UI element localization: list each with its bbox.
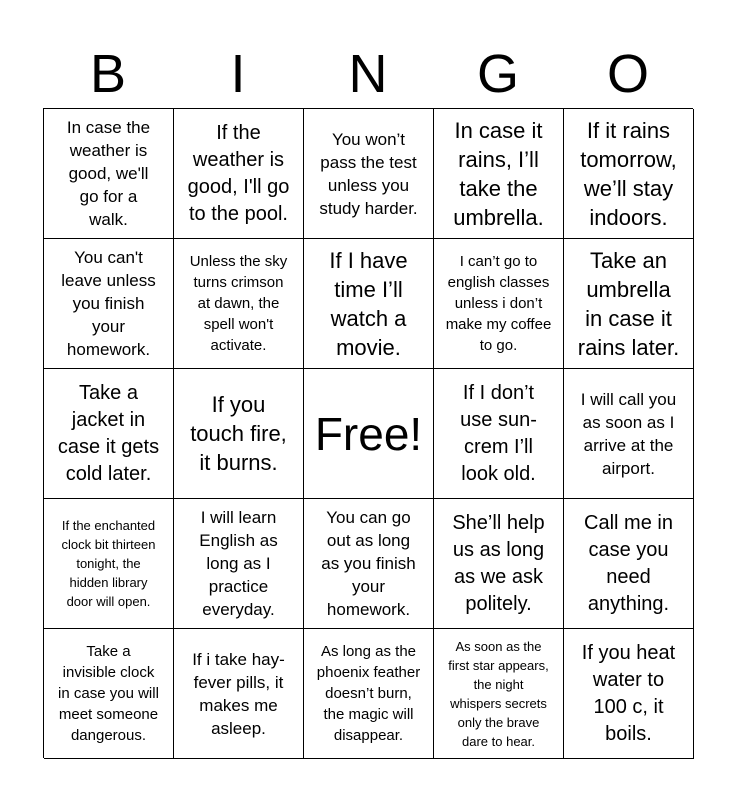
cell-text: If I have time I’ll watch a movie. [329,247,408,360]
cell-text: If i take hay- fever pills, it makes me asleep. [192,649,285,738]
cell-text: If the weather is good, I'll go to the pool. [187,121,290,225]
header-letter-n: N [348,44,388,104]
cell-text: In case it rains, I’ll take the umbrella. [453,117,544,230]
cell-text: She’ll help us as long as we ask politely. [452,511,545,615]
bingo-cell[interactable] [174,369,304,499]
bingo-cell[interactable] [564,499,694,629]
bingo-cell[interactable] [174,629,304,759]
cell-text: I will call you as soon as I arrive at the airport. [580,389,677,478]
cell-text: I will learn English as long as I practice everyday. [199,508,278,619]
cell-text: If it rains tomorrow, we’ll stay indoors. [580,117,677,230]
bingo-cell[interactable] [434,369,564,499]
bingo-cell[interactable] [44,239,174,369]
bingo-cell[interactable] [434,629,564,759]
cell-text: As soon as the first star appears, the night whispers secrets only the brave dare to hear. [448,638,549,749]
cell-text: If the enchanted clock bit thirteen tonight, the hidden library door will open. [61,518,156,609]
header-letter-g: G [476,44,519,104]
bingo-cell[interactable] [304,499,434,629]
bingo-cell[interactable] [304,629,434,759]
bingo-cell[interactable] [564,239,694,369]
bingo-grid [43,108,693,758]
bingo-cell[interactable] [564,369,694,499]
bingo-cell[interactable] [44,629,174,759]
cell-text: Unless the sky turns crimson at dawn, the spell won't activate. [189,253,288,354]
cell-text: I can’t go to english classes unless i don’t make my coffee to go. [445,253,552,354]
cell-text: As long as the phoenix feather doesn’t burn, the magic will disappear. [316,643,421,744]
bingo-cell[interactable] [434,239,564,369]
cell-text: In case the weather is good, we'll go for a walk. [66,118,151,229]
header-letter-i: I [230,44,246,104]
bingo-cell[interactable] [434,499,564,629]
bingo-cell[interactable] [564,109,694,239]
bingo-cell[interactable] [174,239,304,369]
cell-text: You can't leave unless you finish your homework. [61,248,156,359]
bingo-header [43,40,693,108]
bingo-cell[interactable] [44,109,174,239]
bingo-cell[interactable] [174,109,304,239]
cell-text: You won’t pass the test unless you study harder. [319,129,418,218]
header-letter-o: O [606,44,649,104]
bingo-cell[interactable] [44,499,174,629]
cell-text: Take a invisible clock in case you will meet someone dangerous. [58,643,159,744]
cell-text: If I don’t use sun- crem I’ll look old. [460,381,537,485]
cell-text: Call me in case you need anything. [584,511,673,615]
cell-text: Take a jacket in case it gets cold later. [57,381,160,485]
bingo-cell[interactable] [304,239,434,369]
cell-text: If you touch fire, it burns. [190,392,287,475]
bingo-cell[interactable] [44,369,174,499]
bingo-cell[interactable] [434,109,564,239]
bingo-cell[interactable] [174,499,304,629]
bingo-cell[interactable] [304,109,434,239]
cell-text: Take an umbrella in case it rains later. [577,247,680,360]
free-space-text: Free! [314,407,423,460]
header-letter-b: B [89,44,127,104]
free-space-cell[interactable] [304,369,434,499]
cell-text: If you heat water to 100 c, it boils. [581,641,676,745]
bingo-cell[interactable] [564,629,694,759]
cell-text: You can go out as long as you finish your homework. [321,508,416,619]
